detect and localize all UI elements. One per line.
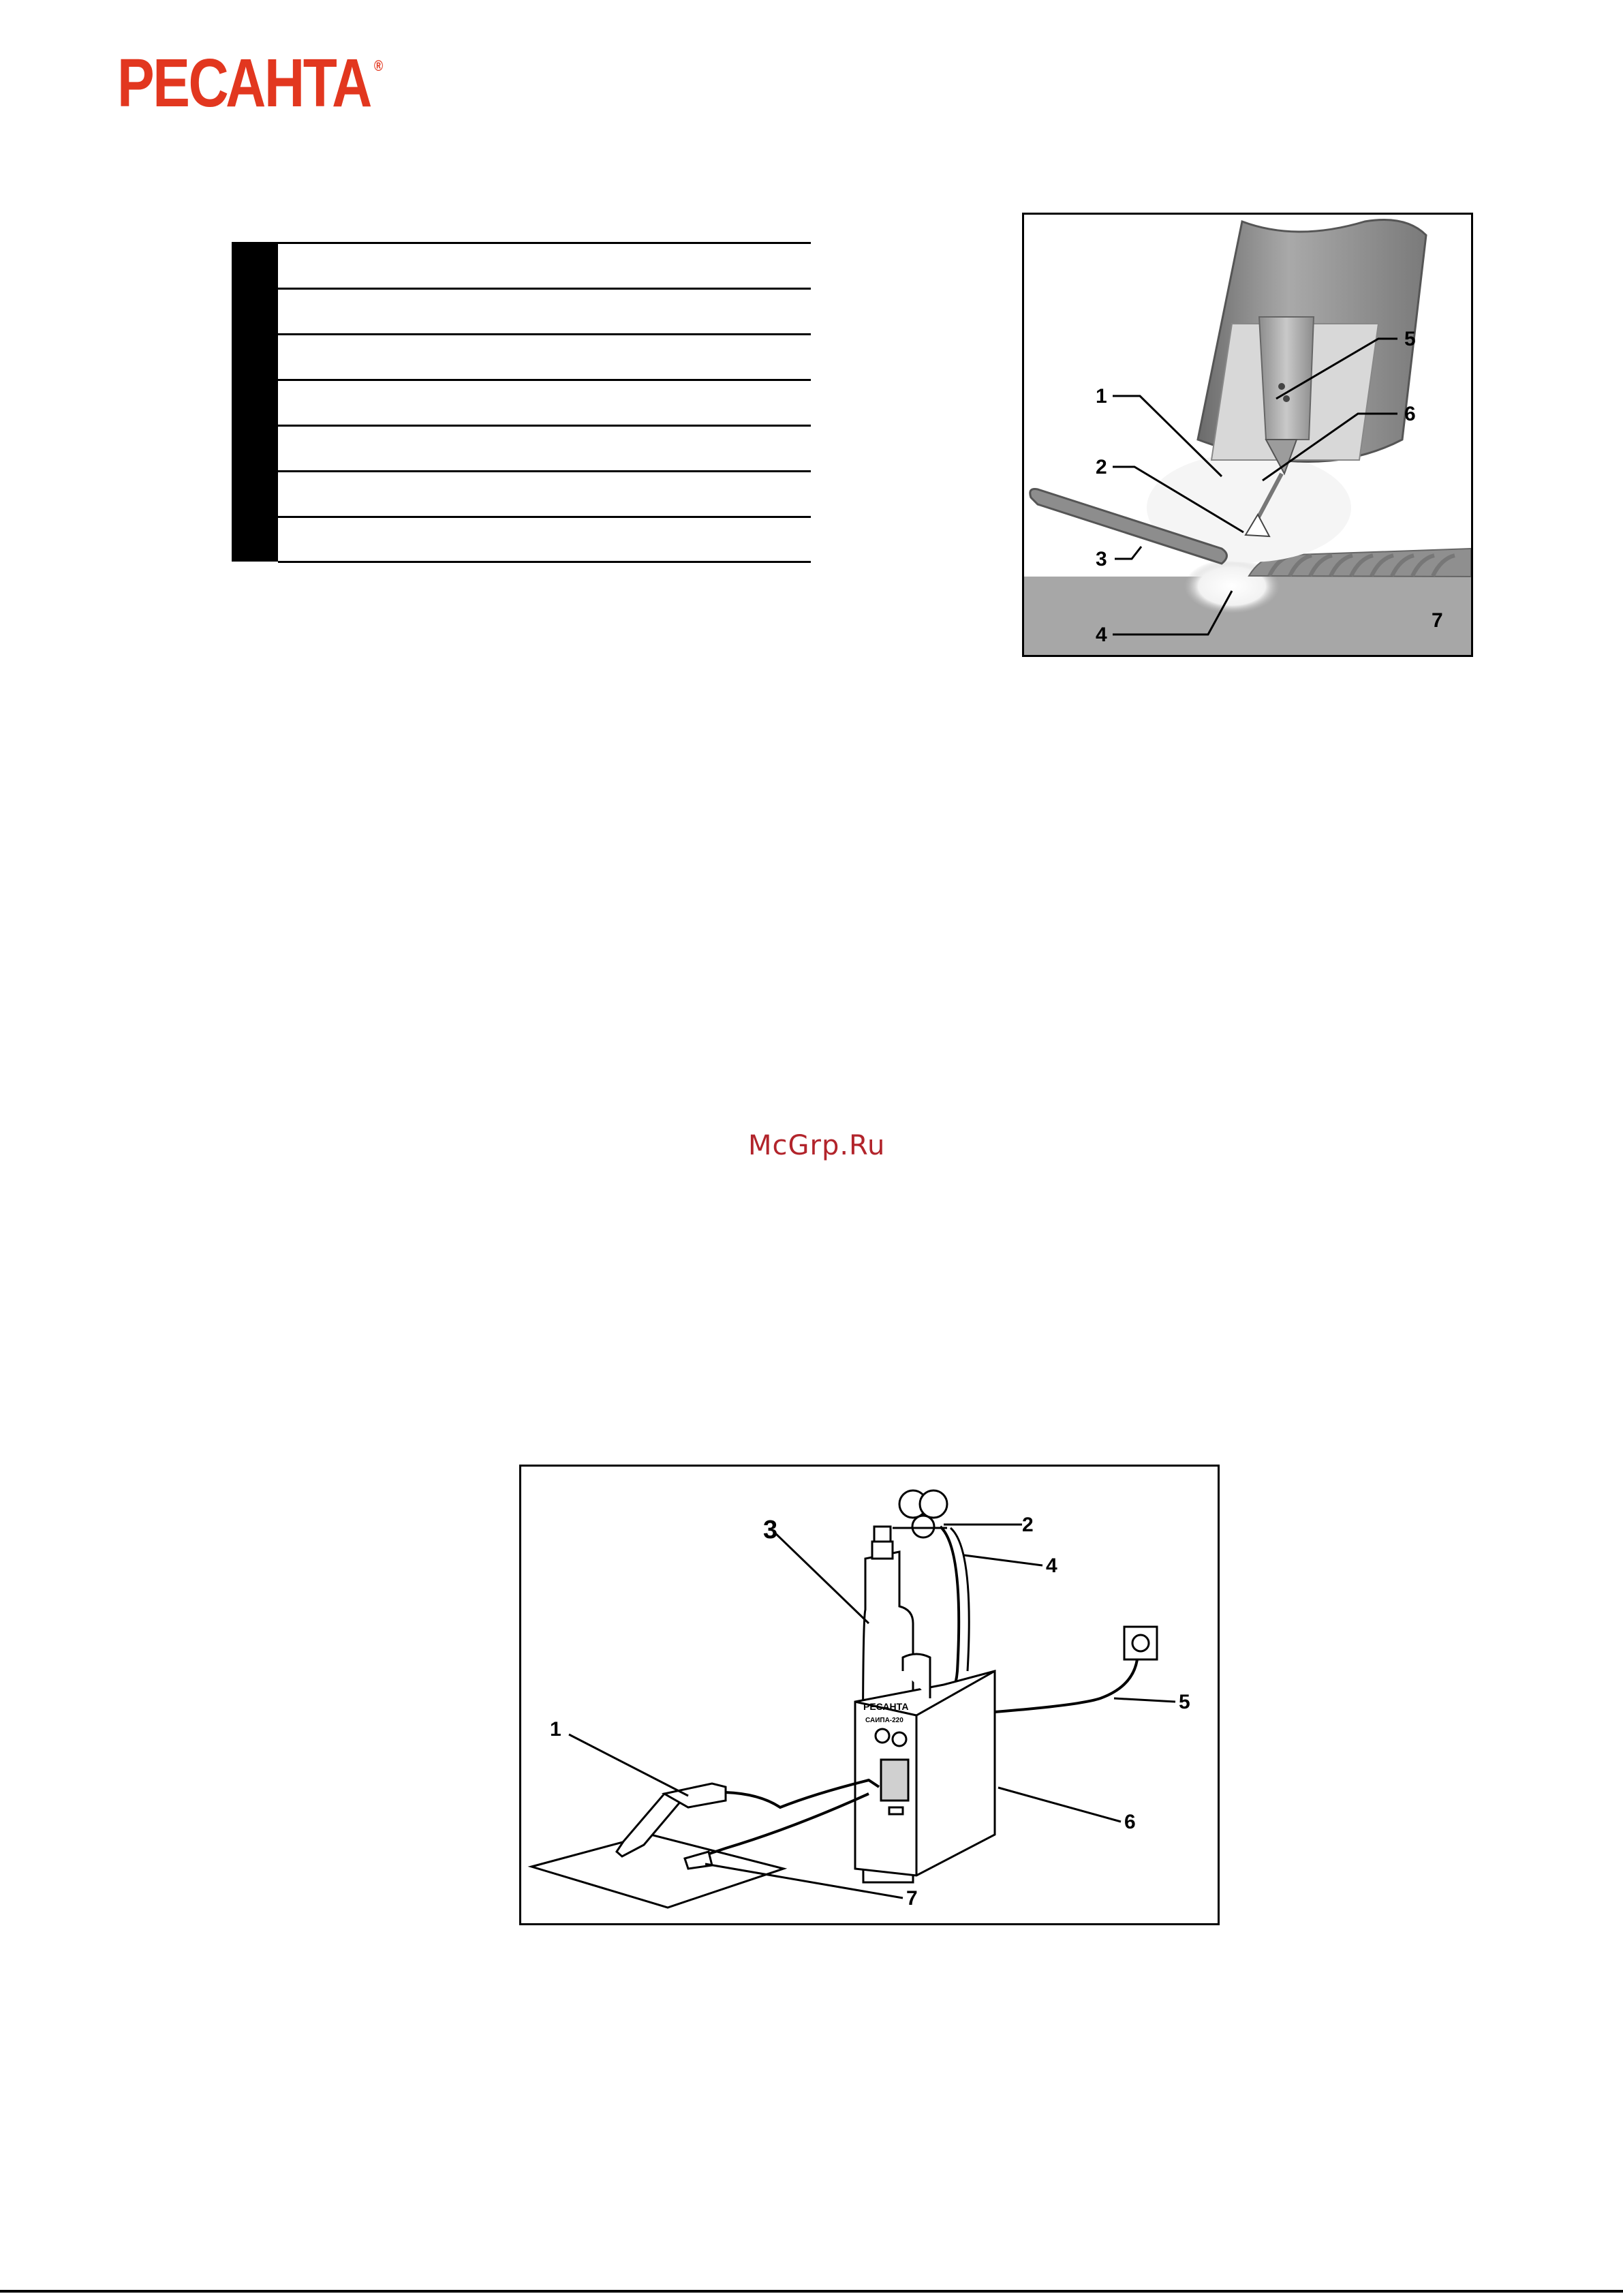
table-row [232,242,811,288]
power-socket [1124,1627,1157,1659]
callout-4: 4 [1096,624,1107,646]
setup-callout-7: 7 [906,1887,918,1910]
device-brand: РЕСАНТА [863,1701,909,1712]
setup-callout-6: 6 [1124,1811,1136,1833]
setup-callout-3: 3 [763,1516,778,1544]
setup-callout-2: 2 [1022,1514,1034,1536]
callout-3: 3 [1096,548,1107,570]
device-model: САИПА-220 [865,1717,903,1724]
table-row [232,333,811,379]
brand-logo-text: РЕСАНТА [117,45,371,121]
welding-torch-svg [1024,215,1471,655]
callout-1: 1 [1096,385,1107,408]
registered-mark: ® [373,57,384,74]
callout-7: 7 [1432,609,1443,632]
table-row [232,516,811,562]
callout-6: 6 [1404,403,1416,425]
table-row [232,425,811,470]
watermark: McGrp.Ru [748,1130,886,1161]
contact-tip [1259,317,1314,440]
setup-callout-5: 5 [1179,1691,1190,1713]
setup-callout-1: 1 [550,1718,561,1741]
ground-cable [695,1794,869,1858]
table-row [232,470,811,516]
footer-rule [0,2290,1623,2293]
brand-logo [117,45,384,121]
callout-5: 5 [1404,328,1416,350]
gas-regulator [893,1490,947,1537]
welding-setup-svg [521,1467,1218,1923]
table-row [232,379,811,425]
spec-table [232,242,811,562]
setup-callout-4: 4 [1046,1555,1057,1577]
welding-torch-diagram [1022,213,1473,657]
callout-2: 2 [1096,456,1107,478]
power-cable [995,1651,1138,1712]
welding-setup-diagram [519,1465,1220,1925]
table-row [232,288,811,333]
